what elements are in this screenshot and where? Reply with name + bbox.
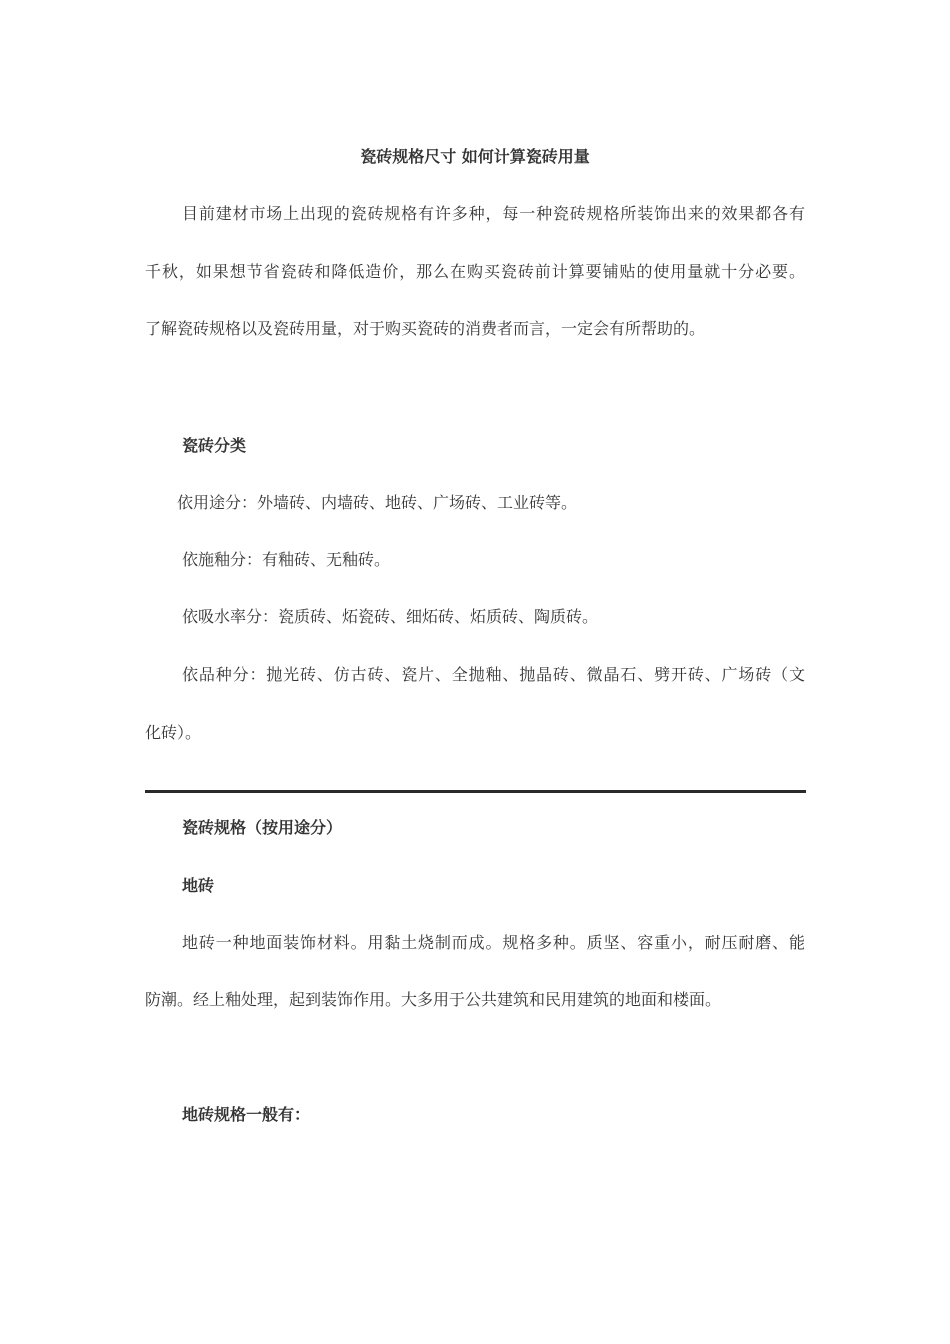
classification-by-variety-line-1: 依品种分：抛光砖、仿古砖、瓷片、全抛釉、抛晶砖、微晶石、劈开砖、广场砖（文 — [182, 665, 805, 684]
floor-tile-description-line-2: 防潮。经上釉处理，起到装饰作用。大多用于公共建筑和民用建筑的地面和楼面。 — [145, 990, 722, 1009]
floor-tile-description-line-1: 地砖一种地面装饰材料。用黏土烧制而成。规格多种。质坚、容重小，耐压耐磨、能 — [182, 933, 805, 952]
intro-paragraph-line-2: 千秋，如果想节省瓷砖和降低造价，那么在购买瓷砖前计算要铺贴的使用量就十分必要。 — [145, 262, 805, 281]
intro-paragraph-line-1: 目前建材市场上出现的瓷砖规格有许多种，每一种瓷砖规格所装饰出来的效果都各有 — [182, 204, 805, 223]
section-divider — [145, 790, 806, 793]
floor-tile-heading: 地砖 — [182, 876, 215, 895]
classification-by-variety-line-2: 化砖）。 — [145, 723, 202, 742]
intro-paragraph-line-3: 了解瓷砖规格以及瓷砖用量，对于购买瓷砖的消费者而言，一定会有所帮助的。 — [145, 319, 706, 338]
classification-by-use: 依用途分：外墙砖、内墙砖、地砖、广场砖、工业砖等。 — [177, 493, 578, 512]
classification-by-absorption: 依吸水率分：瓷质砖、炻瓷砖、细炻砖、炻质砖、陶质砖。 — [182, 607, 599, 626]
floor-tile-specs-heading: 地砖规格一般有： — [182, 1105, 311, 1124]
classification-heading: 瓷砖分类 — [182, 436, 247, 455]
specs-heading: 瓷砖规格（按用途分） — [182, 818, 343, 837]
classification-by-glaze: 依施釉分：有釉砖、无釉砖。 — [182, 550, 391, 569]
document-title: 瓷砖规格尺寸 如何计算瓷砖用量 — [360, 147, 590, 166]
